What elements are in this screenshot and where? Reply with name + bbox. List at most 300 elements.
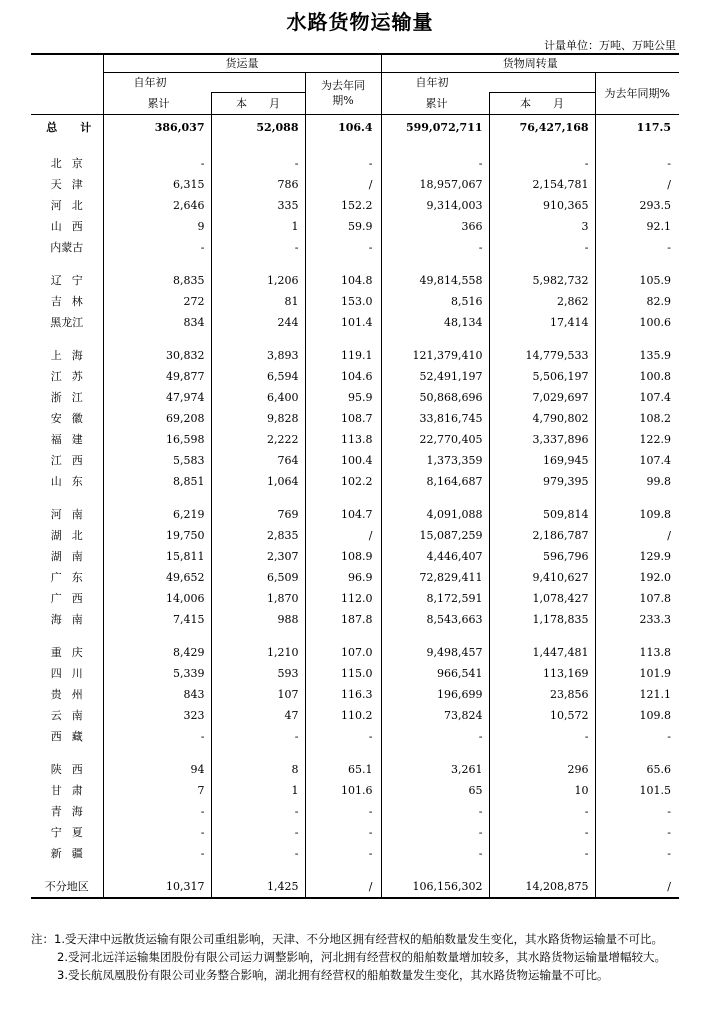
region-name: 重庆 [50,645,93,659]
turnover-cumulative-cell: 33,816,745 [381,408,489,429]
turnover-yoy-cell: 100.6 [595,312,679,333]
table-row [31,843,679,864]
freight-cumulative-cell: - [103,726,211,747]
turnover-cumulative-cell: - [381,843,489,864]
freight-yoy-cell: 104.6 [305,366,381,387]
turnover-yoy-cell: - [595,843,679,864]
table-row [31,366,679,387]
table-row [31,822,679,843]
turnover-yoy-cell: 121.1 [595,684,679,705]
spacer-cell [305,630,381,642]
freight-month-cell: 244 [211,312,305,333]
spacer-cell [595,747,679,759]
table-row [31,726,679,747]
turnover-cumulative-cell: 22,770,405 [381,429,489,450]
table-row [31,588,679,609]
spacer-cell [211,630,305,642]
turnover-yoy-cell: 101.5 [595,780,679,801]
region-name: 青海 [50,804,93,818]
turnover-month-cell: 296 [489,759,595,780]
total-freight-month: 52,088 [211,114,305,141]
region-name: 河南 [50,507,93,521]
spacer-cell [381,258,489,270]
spacer-cell [31,747,103,759]
spacer-cell [211,747,305,759]
footnotes [31,930,679,984]
turnover-cumulative-cell: 8,172,591 [381,588,489,609]
turnover-cumulative-cell: 49,814,558 [381,270,489,291]
turnover-yoy-cell: 293.5 [595,195,679,216]
freight-yoy-cell: 187.8 [305,609,381,630]
freight-yoy-cell: 115.0 [305,663,381,684]
table-row [31,567,679,588]
freight-cumulative-cell: 10,317 [103,876,211,898]
freight-yoy-cell: / [305,876,381,898]
turnover-month-cell: 2,862 [489,291,595,312]
spacer-cell [489,630,595,642]
turnover-yoy-cell: 107.4 [595,387,679,408]
turnover-cumulative-cell: 15,087,259 [381,525,489,546]
freight-yoy-cell: 104.7 [305,504,381,525]
turnover-cumulative-cell: 65 [381,780,489,801]
freight-month-cell: 1,206 [211,270,305,291]
freight-cumulative-cell: 272 [103,291,211,312]
total-turnover-month: 76,427,168 [489,114,595,141]
freight-month-cell: 3,893 [211,345,305,366]
table-row [31,270,679,291]
region-name: 天津 [50,177,93,191]
turnover-month-cell: 169,945 [489,450,595,471]
turnover-month-cell: 113,169 [489,663,595,684]
turnover-yoy-cell: 192.0 [595,567,679,588]
spacer-cell [31,864,103,876]
freight-month-cell: 786 [211,174,305,195]
table-row [31,471,679,492]
group-spacer [31,141,679,153]
region-name: 湖北 [50,528,93,542]
freight-month-cell: 47 [211,705,305,726]
spacer-cell [211,492,305,504]
region-name: 江西 [50,453,93,467]
table-row [31,546,679,567]
spacer-cell [489,747,595,759]
group-spacer [31,492,679,504]
spacer-cell [489,492,595,504]
freight-month-cell: - [211,843,305,864]
spacer-cell [489,864,595,876]
region-name: 海南 [50,612,93,626]
region-name: 江苏 [50,369,93,383]
spacer-cell [489,141,595,153]
turnover-month-cell: 509,814 [489,504,595,525]
spacer-cell [103,333,211,345]
region-name: 西藏 [50,729,93,743]
turnover-cumulative-cell: - [381,726,489,747]
turnover-yoy-cell: 233.3 [595,609,679,630]
table-row [31,642,679,663]
freight-cumulative-cell: 94 [103,759,211,780]
turnover-cumulative-cell: 18,957,067 [381,174,489,195]
turnover-yoy-cell: - [595,153,679,174]
freight-month-cell: 1,870 [211,588,305,609]
spacer-cell [103,141,211,153]
table-row [31,780,679,801]
freight-cumulative-cell: 2,646 [103,195,211,216]
freight-ytd-header: 自年初 [103,72,305,92]
table-row [31,174,679,195]
freight-cumulative-cell: 8,429 [103,642,211,663]
freight-month-cell: 8 [211,759,305,780]
freight-month-cell: - [211,822,305,843]
freight-yoy-cell: 96.9 [305,567,381,588]
freight-yoy-cell: 116.3 [305,684,381,705]
spacer-cell [211,258,305,270]
turnover-cumulative-cell: 48,134 [381,312,489,333]
turnover-ytd-header: 自年初 [381,72,595,92]
table-row [31,216,679,237]
freight-cumulative-cell: 7,415 [103,609,211,630]
table-row [31,684,679,705]
spacer-cell [489,333,595,345]
turnover-month-cell: 10 [489,780,595,801]
turnover-yoy-cell: - [595,726,679,747]
turnover-yoy-cell: - [595,822,679,843]
turnover-cumulative-cell: 72,829,411 [381,567,489,588]
turnover-yoy-cell: 108.2 [595,408,679,429]
turnover-month-cell: - [489,822,595,843]
turnover-cumulative-cell: 52,491,197 [381,366,489,387]
table-row [31,705,679,726]
turnover-cumulative-cell: 106,156,302 [381,876,489,898]
spacer-cell [211,333,305,345]
total-turnover-yoy: 117.5 [595,114,679,141]
region-name: 内蒙古 [50,240,84,254]
region-header [31,54,103,114]
turnover-month-cell: - [489,237,595,258]
spacer-cell [595,141,679,153]
spacer-cell [211,141,305,153]
freight-yoy-cell: 119.1 [305,345,381,366]
spacer-cell [305,333,381,345]
freight-yoy-cell: / [305,525,381,546]
turnover-month-cell: 3,337,896 [489,429,595,450]
turnover-month-cell: - [489,843,595,864]
turnover-yoy-cell: 107.4 [595,450,679,471]
total-freight-yoy: 106.4 [305,114,381,141]
turnover-month-cell: 979,395 [489,471,595,492]
spacer-cell [305,747,381,759]
turnover-yoy-cell: 109.8 [595,705,679,726]
freight-cumulative-cell: 14,006 [103,588,211,609]
turnover-cumulative-cell: - [381,153,489,174]
region-name: 陕西 [50,762,93,776]
freight-yoy-cell: 101.6 [305,780,381,801]
spacer-cell [305,864,381,876]
turnover-yoy-cell: 105.9 [595,270,679,291]
turnover-cumulative-cell: 8,164,687 [381,471,489,492]
region-name: 吉林 [50,294,93,308]
freight-month-cell: 107 [211,684,305,705]
group-spacer [31,747,679,759]
freight-month-cell: - [211,237,305,258]
freight-month-cell: 1,210 [211,642,305,663]
spacer-cell [595,333,679,345]
turnover-month-cell: 3 [489,216,595,237]
freight-month-cell: 2,835 [211,525,305,546]
turnover-cumulative-cell: 196,699 [381,684,489,705]
turnover-yoy-cell: 100.8 [595,366,679,387]
spacer-cell [103,630,211,642]
freight-month-cell: - [211,801,305,822]
turnover-month-cell: 1,178,835 [489,609,595,630]
freight-cumulative-cell: 5,339 [103,663,211,684]
freight-cumulative-cell: 6,219 [103,504,211,525]
turnover-yoy-cell: 122.9 [595,429,679,450]
freight-cumulative-cell: - [103,153,211,174]
freight-yoy-cell: 112.0 [305,588,381,609]
freight-yoy-cell: 113.8 [305,429,381,450]
region-name: 黑龙江 [50,315,84,329]
region-name: 贵州 [50,687,93,701]
freight-cumulative-cell: 834 [103,312,211,333]
spacer-cell [595,864,679,876]
freight-month-cell: - [211,726,305,747]
freight-cumulative-cell: 49,877 [103,366,211,387]
turnover-yoy-cell: 129.9 [595,546,679,567]
spacer-cell [31,258,103,270]
freight-yoy-cell: 152.2 [305,195,381,216]
turnover-month-cell: 596,796 [489,546,595,567]
turnover-cumulative-header: 累计 [381,92,489,114]
freight-yoy-cell: 100.4 [305,450,381,471]
turnover-yoy-cell: - [595,801,679,822]
turnover-yoy-cell: / [595,174,679,195]
turnover-month-cell: - [489,801,595,822]
turnover-month-cell: 5,982,732 [489,270,595,291]
turnover-month-cell: 10,572 [489,705,595,726]
freight-month-cell: 769 [211,504,305,525]
freight-month-cell: 6,400 [211,387,305,408]
turnover-cumulative-cell: 73,824 [381,705,489,726]
freight-yoy-cell: 59.9 [305,216,381,237]
freight-cumulative-cell: 47,974 [103,387,211,408]
turnover-cumulative-cell: 366 [381,216,489,237]
freight-yoy-cell: 108.9 [305,546,381,567]
freight-cumulative-cell: 19,750 [103,525,211,546]
table-row [31,153,679,174]
region-name: 辽宁 [50,273,93,287]
turnover-month-cell: 17,414 [489,312,595,333]
turnover-month-cell: 14,208,875 [489,876,595,898]
region-name: 四川 [50,666,93,680]
footnote-2: 2.受河北远洋运输集团股份有限公司运力调整影响，河北拥有经营权的船舶数量增加较多，其水路货物运输量增幅较大。 [57,950,666,964]
table-row [31,195,679,216]
region-name: 上海 [50,348,93,362]
turnover-month-cell: 2,186,787 [489,525,595,546]
spacer-cell [381,141,489,153]
turnover-month-cell: 1,078,427 [489,588,595,609]
freight-month-cell: 764 [211,450,305,471]
unit-label: 计量单位：万吨、万吨公里 [544,39,676,52]
freight-header: 货运量 [103,54,381,72]
group-spacer [31,333,679,345]
turnover-yoy-cell: / [595,525,679,546]
turnover-cumulative-cell: 121,379,410 [381,345,489,366]
turnover-cumulative-cell: - [381,237,489,258]
freight-cumulative-cell: 69,208 [103,408,211,429]
region-name: 广西 [50,591,93,605]
total-freight-cumulative: 386,037 [103,114,211,141]
spacer-cell [103,492,211,504]
table-row [31,408,679,429]
freight-yoy-cell: 95.9 [305,387,381,408]
turnover-yoy-cell: 109.8 [595,504,679,525]
turnover-yoy-cell: / [595,876,679,898]
turnover-cumulative-cell: 4,091,088 [381,504,489,525]
turnover-month-cell: 7,029,697 [489,387,595,408]
region-name: 甘肃 [50,783,93,797]
freight-yoy-cell: - [305,726,381,747]
turnover-month-cell: 4,790,802 [489,408,595,429]
turnover-cumulative-cell: 9,498,457 [381,642,489,663]
freight-month-cell: 2,222 [211,429,305,450]
table-body [31,114,679,898]
total-row [31,114,679,141]
turnover-month-cell: - [489,726,595,747]
freight-yoy-cell: 110.2 [305,705,381,726]
freight-month-cell: 2,307 [211,546,305,567]
freight-cumulative-cell: 6,315 [103,174,211,195]
turnover-yoy-cell: 82.9 [595,291,679,312]
spacer-cell [381,333,489,345]
spacer-cell [103,747,211,759]
table-row [31,237,679,258]
spacer-cell [103,864,211,876]
region-name: 新疆 [50,846,93,860]
freight-yoy-cell: - [305,822,381,843]
region-name: 广东 [50,570,93,584]
spacer-cell [31,141,103,153]
freight-cumulative-cell: 9 [103,216,211,237]
freight-cumulative-cell: - [103,237,211,258]
region-name: 湖南 [50,549,93,563]
turnover-month-cell: 9,410,627 [489,567,595,588]
turnover-month-cell: 2,154,781 [489,174,595,195]
table-row [31,759,679,780]
turnover-month-cell: 1,447,481 [489,642,595,663]
group-spacer [31,864,679,876]
turnover-month-cell: - [489,153,595,174]
freight-month-header: 本 月 [211,92,305,114]
freight-cumulative-cell: 15,811 [103,546,211,567]
freight-month-cell: 1 [211,780,305,801]
region-name: 宁夏 [50,825,93,839]
spacer-cell [489,258,595,270]
freight-cumulative-cell: 323 [103,705,211,726]
turnover-yoy-cell: 101.9 [595,663,679,684]
freight-yoy-header: 为去年同期% [305,72,381,114]
spacer-cell [31,492,103,504]
spacer-cell [595,630,679,642]
table-row [31,312,679,333]
region-name: 福建 [50,432,93,446]
freight-cumulative-cell: - [103,843,211,864]
spacer-cell [381,492,489,504]
region-name: 山东 [50,474,93,488]
spacer-cell [381,630,489,642]
turnover-month-cell: 910,365 [489,195,595,216]
freight-cumulative-cell: - [103,822,211,843]
table-row [31,609,679,630]
turnover-cumulative-cell: 8,516 [381,291,489,312]
table-row [31,345,679,366]
turnover-cumulative-cell: - [381,822,489,843]
freight-yoy-cell: - [305,801,381,822]
table-row [31,429,679,450]
turnover-cumulative-cell: 8,543,663 [381,609,489,630]
freight-yoy-cell: 153.0 [305,291,381,312]
turnover-yoy-header: 为去年同期% [595,72,679,114]
region-name: 不分地区 [44,879,89,893]
freight-month-cell: 335 [211,195,305,216]
freight-cumulative-header: 累计 [103,92,211,114]
table-row [31,663,679,684]
turnover-yoy-cell: 92.1 [595,216,679,237]
freight-yoy-cell: 101.4 [305,312,381,333]
freight-yoy-cell: 107.0 [305,642,381,663]
freight-yoy-cell: 108.7 [305,408,381,429]
turnover-yoy-cell: - [595,237,679,258]
table-row [31,387,679,408]
spacer-cell [595,258,679,270]
spacer-cell [31,333,103,345]
turnover-yoy-cell: 107.8 [595,588,679,609]
group-spacer [31,258,679,270]
spacer-cell [595,492,679,504]
freight-month-cell: 6,509 [211,567,305,588]
spacer-cell [211,864,305,876]
freight-yoy-cell: 65.1 [305,759,381,780]
turnover-month-header: 本 月 [489,92,595,114]
region-name: 浙江 [50,390,93,404]
freight-yoy-cell: - [305,843,381,864]
freight-cumulative-cell: 843 [103,684,211,705]
freight-cumulative-cell: 7 [103,780,211,801]
turnover-yoy-cell: 65.6 [595,759,679,780]
spacer-cell [103,258,211,270]
turnover-cumulative-cell: 4,446,407 [381,546,489,567]
turnover-yoy-cell: 113.8 [595,642,679,663]
turnover-month-cell: 23,856 [489,684,595,705]
freight-yoy-cell: - [305,153,381,174]
turnover-cumulative-cell: 1,373,359 [381,450,489,471]
total-turnover-cumulative: 599,072,711 [381,114,489,141]
freight-yoy-cell: 102.2 [305,471,381,492]
footnote-3: 3.受长航凤凰股份有限公司业务整合影响，湖北拥有经营权的船舶数量发生变化，其水路货物运输量不可比。 [57,968,609,982]
total-label: 总 计 [46,120,98,134]
spacer-cell [31,630,103,642]
freight-yoy-cell: 104.8 [305,270,381,291]
spacer-cell [305,141,381,153]
page-title: 水路货物运输量 [286,10,434,34]
turnover-header: 货物周转量 [381,54,679,72]
turnover-cumulative-cell: 50,868,696 [381,387,489,408]
table-row [31,876,679,898]
spacer-cell [381,864,489,876]
turnover-cumulative-cell: 3,261 [381,759,489,780]
turnover-month-cell: 5,506,197 [489,366,595,387]
freight-month-cell: 988 [211,609,305,630]
